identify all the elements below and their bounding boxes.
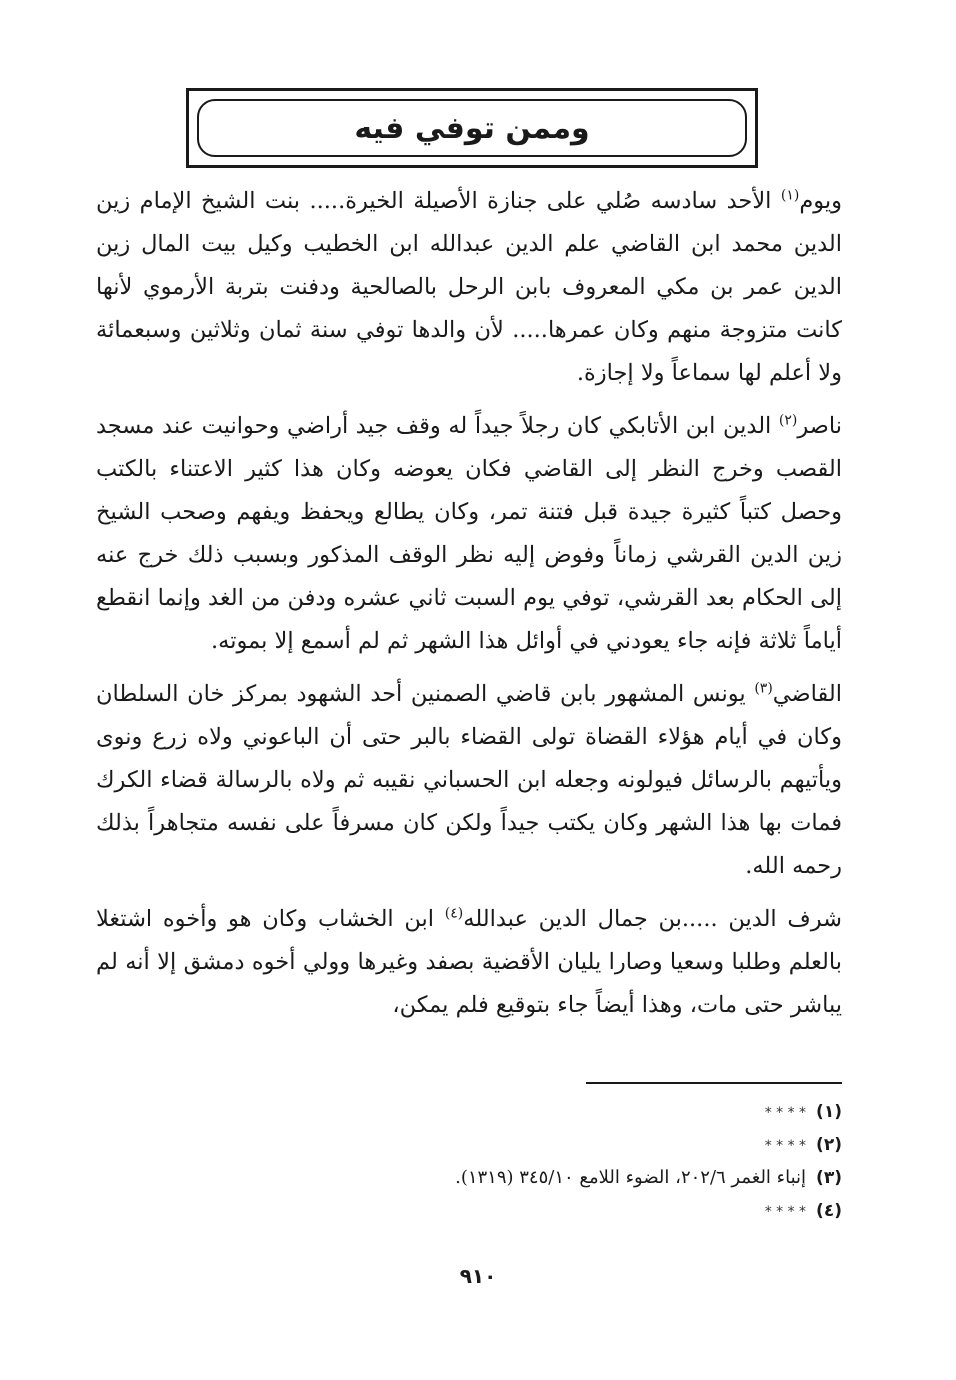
paragraph-text: ابن الخشاب وكان هو وأخوه اشتغلا بالعلم وطلبا وسعيا وصارا يليان الأقضية بصفد وغيرها وولي أخوه دمشق إلا أنه لم يباشر حتى مات، وهذا أيضاً جاء بتوقيع فلم يمكن، [96,906,842,1018]
footnote-2 [300,1129,842,1162]
paragraph-text: الأحد سادسه صُلي على جنازة الأصيلة الخيرة..... بنت الشيخ الإمام زين الدين محمد ابن القاضي علم الدين عبدالله ابن الخطيب وكيل بيت المال زين الدين عمر بن مكي المعروف بابن الرحل بالصالحية ودفنت بتربة الأرموي لأنها كانت متزوجة منهم وكان عمرها..... لأن والدها توفي سنة ثمان وثلاثين وسبعمائة ولا أعلم لها سماعاً ولا إجازة. [96,188,842,386]
footnote-divider [586,1082,842,1084]
paragraph-3 [96,673,842,888]
footnotes [300,1096,842,1228]
paragraph-lead: القاضي [772,681,842,707]
paragraph-lead: ويوم [799,188,842,214]
footnote-stars: * * * * [764,1105,807,1121]
footnote-1 [300,1096,842,1129]
paragraph-lead: ناصر [797,413,842,439]
footnote-number: (١) [816,1102,842,1122]
paragraph-1 [96,180,842,395]
footnote-ref[interactable]: (٢) [778,412,798,429]
footnote-ref[interactable]: (١) [780,187,800,204]
footnote-number: (٤) [816,1201,842,1221]
paragraph-4 [96,898,842,1027]
paragraph-lead: شرف الدين .....بن جمال الدين عبدالله [463,906,842,932]
footnote-ref[interactable]: (٤) [444,905,464,922]
footnote-4 [300,1195,842,1228]
footnote-stars: * * * * [764,1138,807,1154]
title-inner-border [197,99,747,157]
footnote-text: إنباء الغمر ٢٠٢/٦، الضوء اللامع ٣٤٥/١٠ (١٣١٩). [455,1167,807,1188]
body-text [96,180,842,1037]
footnote-stars: * * * * [764,1204,807,1220]
section-title: وممن توفي فيه [354,110,590,146]
footnote-number: (٢) [816,1135,842,1155]
footnote-ref[interactable]: (٣) [754,680,773,697]
footnote-3 [300,1162,842,1195]
paragraph-text: يونس المشهور بابن قاضي الصمنين أحد الشهود بمركز خان السلطان وكان في أيام هؤلاء القضاة تولى القضاء بالبر حتى أن الباعوني ولاه زرع ونوى ويأتيهم بالرسائل فيولونه وجعله ابن الحسباني نقيبه ثم ولاه بالرسالة قضاء الكرك فمات بها هذا الشهر وكان يكتب جيداً ولكن كان مسرفاً على نفسه متجاهراً بذلك رحمه الله. [96,681,842,879]
footnote-number: (٣) [816,1168,842,1188]
paragraph-text: الدين ابن الأتابكي كان رجلاً جيداً له وقف جيد أراضي وحوانيت عند مسجد القصب وخرج النظر إلى القاضي فكان يعوضه وكان هذا كثير الاعتناء بالكتب وحصل كتباً كثيرة جيدة قبل فتنة تمر، وكان يطالع ويحفظ ويفهم وصحب الشيخ زين الدين القرشي زماناً وفوض إليه نظر الوقف المذكور وبسبب ذلك خرج عنه إلى الحكام بعد القرشي، توفي يوم السبت ثاني عشره ودفن من الغد وإنما انقطع أياماً ثلاثة فإنه جاء يعودني في أوائل هذا الشهر ثم لم أسمع إلا بموته. [96,413,842,654]
paragraph-2 [96,405,842,663]
title-frame [186,88,758,168]
page-number: ٩١٠ [459,1264,497,1288]
